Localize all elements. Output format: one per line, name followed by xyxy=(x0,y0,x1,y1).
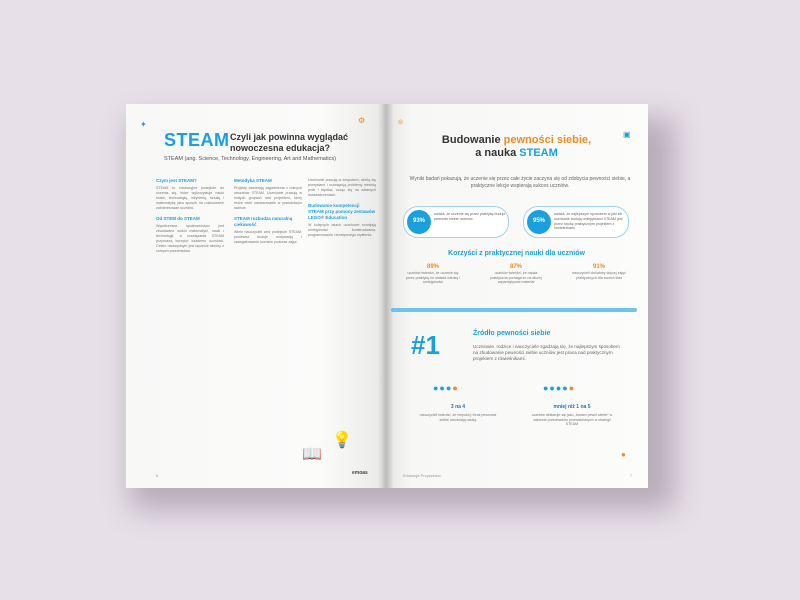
gear-icon: ⚙ xyxy=(358,116,366,125)
source-title: Źródło pewności siebie xyxy=(473,330,551,337)
stat-text: uważa, że najlepszym sposobem w jaki ich uczniowie budują umiejętności STEAM jest przez naukę praktycznym projektem z rówieśnikami. xyxy=(554,212,623,231)
footer-text: Edukacja Przyszłości xyxy=(403,473,441,478)
steam-brand-title: STEAM xyxy=(164,130,230,150)
page-title: Budowanie pewności siebie, a nauka STEAM xyxy=(441,134,592,159)
column-paragraph: Uczniowie pracują w zespołach, dzielą się pomysłami i rozwiązują problemy metodą prób i błędów, ucząc się na własnych doświadczeniach. xyxy=(308,178,376,197)
benefits-title: Korzyści z praktycznej nauki dla uczniów xyxy=(448,250,585,257)
result-item xyxy=(417,404,499,422)
stat-pill xyxy=(403,206,509,238)
text-column-2 xyxy=(234,178,302,250)
lightbulb-icon: ✦ xyxy=(140,120,147,129)
text-column-1 xyxy=(156,178,224,259)
left-page xyxy=(126,104,385,488)
book-icon: 📖 xyxy=(302,446,322,463)
people-icon: ●●●● xyxy=(433,383,459,393)
stat-percent: 93% xyxy=(407,210,431,234)
column-heading: Budowanie kompetencji STEAM przy pomocy zestawów LEGO® Education xyxy=(308,203,376,220)
page-number-left: 6 xyxy=(156,473,159,478)
column-heading: Metodyka STEAM xyxy=(234,178,272,183)
column-paragraph: Projekty zawierają zagadnienia z różnych obszarów STEAM. Uczniowie pracują w małych grupach nad projektem, który może mieć zastosowanie w prawdziwym świecie. xyxy=(234,186,302,210)
rank-number: #1 xyxy=(411,330,440,360)
result-text: nauczycieli twierdzi, że niepokój i brak pewności siebie utrudniają naukę xyxy=(419,413,497,422)
stat-pill xyxy=(523,206,629,238)
people-icon: ●●●●● xyxy=(543,383,576,393)
benefit-percent: 87% xyxy=(509,264,522,270)
page-number-right: 7 xyxy=(629,473,632,478)
stat-text: uważa, że uczenie się przez praktykę buduje pewność siebie uczniów xyxy=(434,212,506,221)
benefit-text: nauczycieli chciałoby więcej zajęć praktycznych dla swoich klas xyxy=(572,271,626,280)
spine-gutter xyxy=(378,104,394,488)
column-heading: Czym jest STEAM? xyxy=(156,178,197,183)
column-paragraph: Współczesne społeczeństwo jest zbudowane wokół matematyki, nauki i technologii, a rozwiązania STEAM przynoszą korzyści każdemu uczniowi. Celem nadrzędnym jest łączenie wiedzy z różnych przedmiotów. xyxy=(156,224,224,253)
benefit-item xyxy=(486,264,546,285)
intro-text: Wyniki badań pokazują, że uczenie się przez całe życie zaczyna się od zdobycia pewności siebie, a praktyczne lekcje wspierają sukces uczniów. xyxy=(409,176,631,189)
logo: emoas xyxy=(352,470,368,476)
result-value: 3 na 4 xyxy=(450,404,466,410)
benefit-text: uczniów twierdzi, że uczenie się przez praktykę im ułatwia wiedzę i umiejętności xyxy=(405,271,461,285)
column-heading: STEAM rozbudza naturalną ciekawość xyxy=(234,216,293,227)
stat-percent: 95% xyxy=(527,210,551,234)
benefit-percent: 89% xyxy=(426,264,439,270)
divider-bar xyxy=(391,308,637,312)
magazine-spread xyxy=(126,104,648,488)
clipboard-icon: ▣ xyxy=(623,130,631,139)
benefit-item xyxy=(569,264,629,280)
benefit-item xyxy=(403,264,463,285)
benefit-percent: 91% xyxy=(592,264,605,270)
atom-icon: ⚛ xyxy=(397,118,405,127)
text-column-3 xyxy=(308,178,376,243)
lightbulb-icon: 💡 xyxy=(332,432,352,449)
dot-icon: ● xyxy=(621,450,626,459)
result-text: uczniów deklaruje się jako „bardzo pewni siebie” w zakresie przedmiotów przewidzianych w strategii STEAM xyxy=(531,413,613,427)
benefit-text: uczniów twierdzi, że nauka praktyczna pomaga im na dłużej zapamiętywać materiał xyxy=(490,271,542,285)
source-text: Uczniowie, rodzice i nauczyciele zgadzają się, że najlepszym sposobem na zbudowanie pewności siebie uczniów jest praca nad praktycznym projektem z rówieśnikami. xyxy=(473,344,620,361)
column-paragraph: STEAM to edukacyjne podejście do uczenia się, które wykorzystuje nauki ścisłe, technologię, inżynierię, sztukę i matematykę jako sposób na rozbudzanie zainteresowań uczniów. xyxy=(156,186,224,210)
right-page xyxy=(385,104,648,488)
subtitle: STEAM (ang. Science, Technology, Engineering, Art and Mathematics) xyxy=(164,156,336,162)
column-heading: Od STEM do STEAM xyxy=(156,216,200,221)
column-paragraph: Wiele nauczycieli ceni podejście STEAM, ponieważ buduje motywację i zaangażowanie uczniów podczas zajęć. xyxy=(234,230,302,244)
result-item xyxy=(531,404,613,427)
result-value: mniej niż 1 na 5 xyxy=(553,404,591,410)
page-heading: Czyli jak powinna wyglądać nowoczesna edukacja? xyxy=(230,132,349,153)
column-paragraph: W kolejnych latach uczniowie rozwijają umiejętności konstruowania, programowania i kreatywnego myślenia. xyxy=(308,223,376,237)
